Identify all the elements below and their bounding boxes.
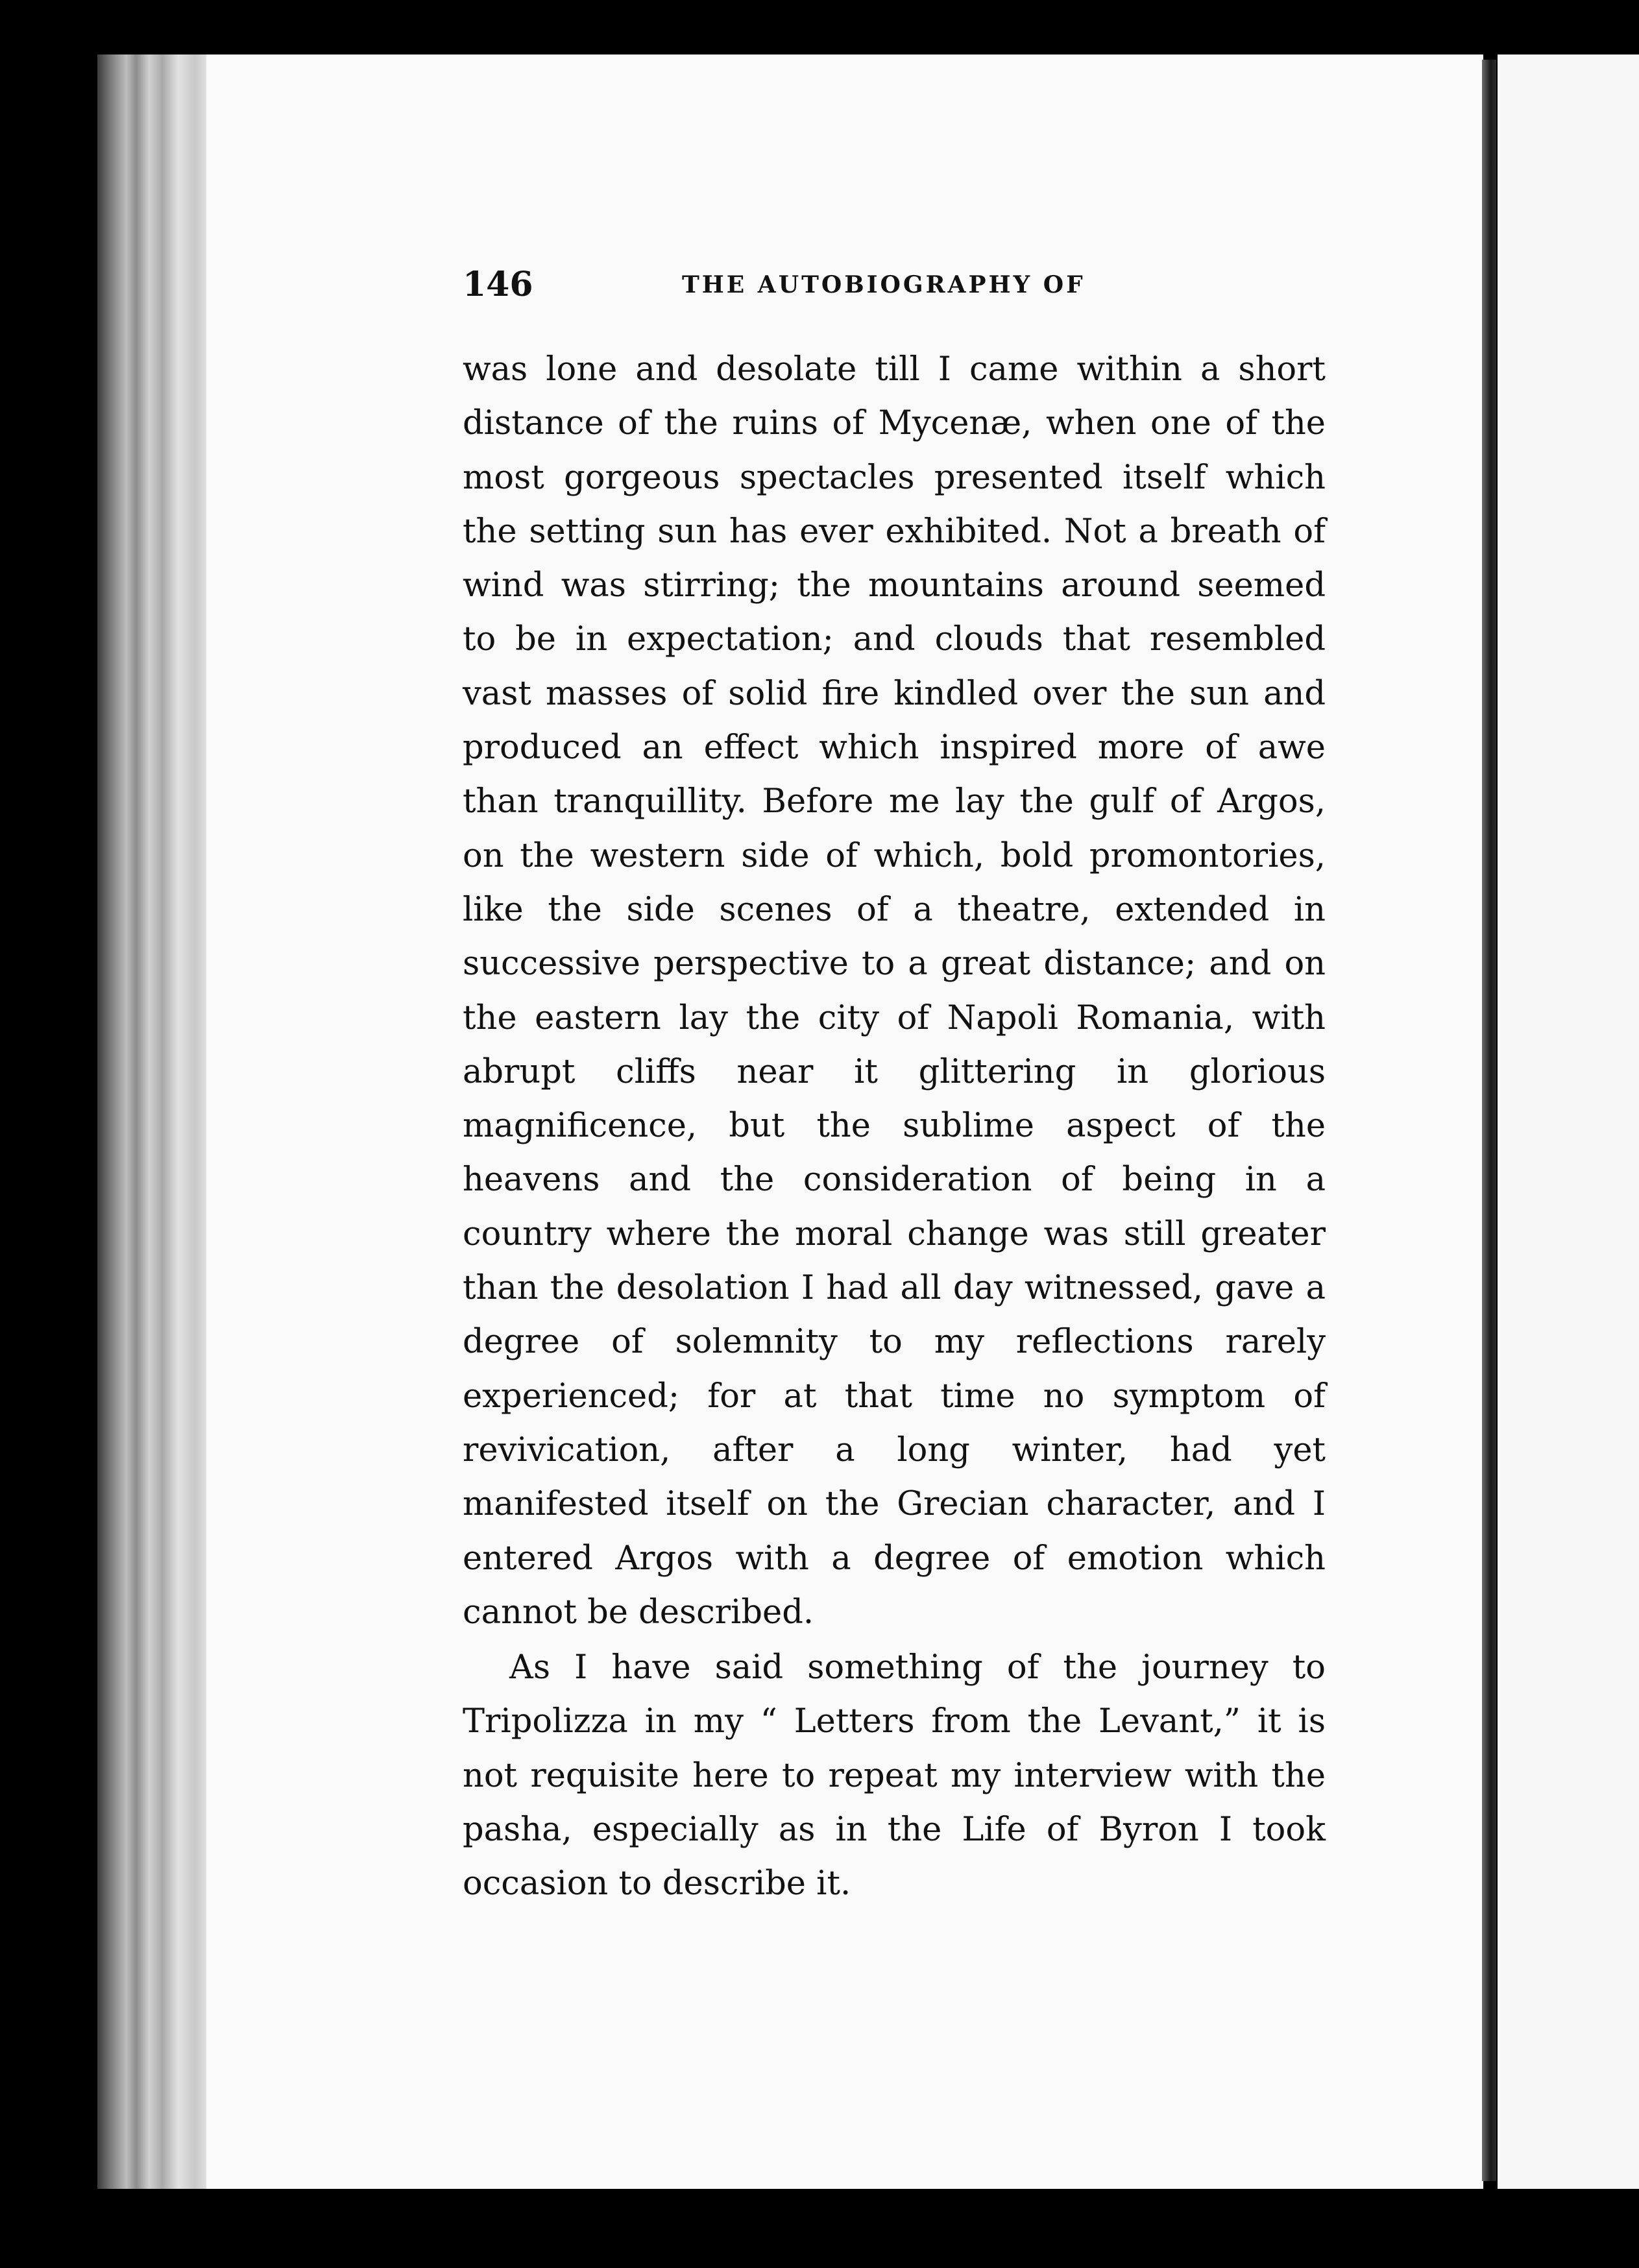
facing-page: [1498, 54, 1639, 2189]
running-head: THE AUTOBIOGRAPHY OF: [682, 271, 1086, 298]
book-spine-shadow: [1482, 60, 1496, 2181]
paragraph: was lone and desolate till I came within a short distance of the ruins of Mycenæ, when one of the most gorgeous spectacles presented itself which the setting sun has ever exhibited. Not a breath of wind was stirring; the mountains around seemed to be in expectation; and clouds that resembled vast masses of solid fire kindled over the sun and produced an effect which inspired more of awe than tranquillity. Before me lay the gulf of Argos, on the western side of which, bold promontories, like the side scenes of a theatre, extended in successive perspective to a great distance; and on the eastern lay the city of Napoli Romania, with abrupt cliffs near it glittering in glorious magnificence, but the sublime aspect of the heavens and the consideration of being in a country where the moral change was still greater than the desolation I had all day witnessed, gave a degree of solemnity to my reflections rarely experienced; for at that time no symptom of revivication, after a long winter, had yet manifested itself on the Grecian character, and I entered Argos with a degree of emotion which cannot be described.: [463, 350, 1326, 1632]
page-header: [463, 265, 1326, 310]
body-text: [463, 343, 1326, 1911]
paragraph: As I have said something of the journey to Tripolizza in my “ Letters from the Levant,” it is not requisite here to repeat my interview with the pasha, especially as in the Life of Byron I took occasion to describe it.: [463, 1648, 1326, 1903]
page-edges: [97, 54, 214, 2189]
page-number: 146: [463, 265, 533, 304]
